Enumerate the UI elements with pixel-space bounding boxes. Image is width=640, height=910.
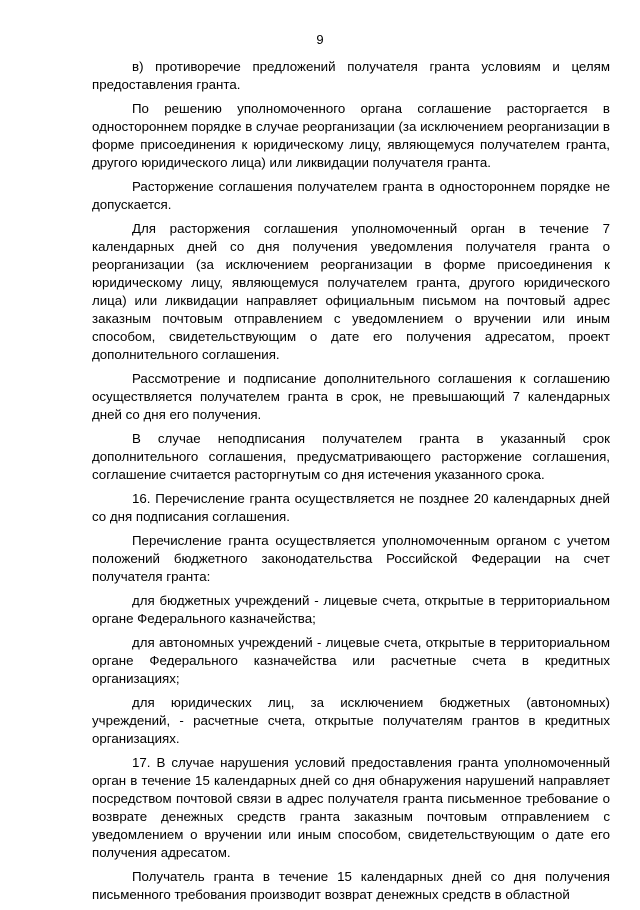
document-body (92, 58, 610, 910)
paragraph: для бюджетных учреждений - лицевые счета, открытые в территориальном органе Федерального казначейства; (92, 593, 610, 626)
paragraph: В случае неподписания получателем гранта в указанный срок дополнительного соглашения, предусматривающего расторжение соглашения, соглашение считается расторгнутым со дня истечения указанного срока. (92, 431, 610, 482)
paragraph: для юридических лиц, за исключением бюджетных (автономных) учреждений, - расчетные счета, открытые получателям грантов в кредитных организациях. (92, 695, 610, 746)
paragraph: 17. В случае нарушения условий предоставления гранта уполномоченный орган в течение 15 календарных дней со дня обнаружения нарушений направляет посредством почтовой связи в адрес получателя гранта письменное требование о возврате денежных средств гранта заказным почтовым отправлением с уведомлением о вручении или иным способом, свидетельствующим о дате его получения адресатом. (92, 755, 610, 860)
paragraph: для автономных учреждений - лицевые счета, открытые в территориальном органе Федерального казначейства или расчетные счета в кредитных организациях; (92, 635, 610, 686)
paragraph: Получатель гранта в течение 15 календарных дней со дня получения письменного требования производит возврат денежных средств в областной (92, 869, 610, 902)
paragraph: Рассмотрение и подписание дополнительного соглашения к соглашению осуществляется получателем гранта в срок, не превышающий 7 календарных дней со дня его получения. (92, 371, 610, 422)
paragraph: Для расторжения соглашения уполномоченный орган в течение 7 календарных дней со дня получения уведомления получателя гранта о реорганизации (за исключением реорганизации в форме присоединения к юридическому лицу, являющемуся получателем гранта, другого юридического лица) или ликвидации направляет официальным письмом на почтовый адрес заказным почтовым отправлением с уведомлением о вручении или иным способом, свидетельствующим о дате его получения адресатом, проект дополнительного соглашения. (92, 221, 610, 362)
paragraph: в) противоречие предложений получателя гранта условиям и целям предоставления гранта. (92, 59, 610, 92)
paragraph: По решению уполномоченного органа соглашение расторгается в одностороннем порядке в случае реорганизации (за исключением реорганизации в форме присоединения к юридическому лицу, являющемуся получателем гранта, другого юридического лица) или ликвидации получателя гранта. (92, 101, 610, 170)
paragraph: 16. Перечисление гранта осуществляется не позднее 20 календарных дней со дня подписания соглашения. (92, 491, 610, 524)
paragraph: Перечисление гранта осуществляется уполномоченным органом с учетом положений бюджетного законодательства Российской Федерации на счет получателя гранта: (92, 533, 610, 584)
paragraph: Расторжение соглашения получателем гранта в одностороннем порядке не допускается. (92, 179, 610, 212)
page-number: 9 (316, 32, 324, 47)
